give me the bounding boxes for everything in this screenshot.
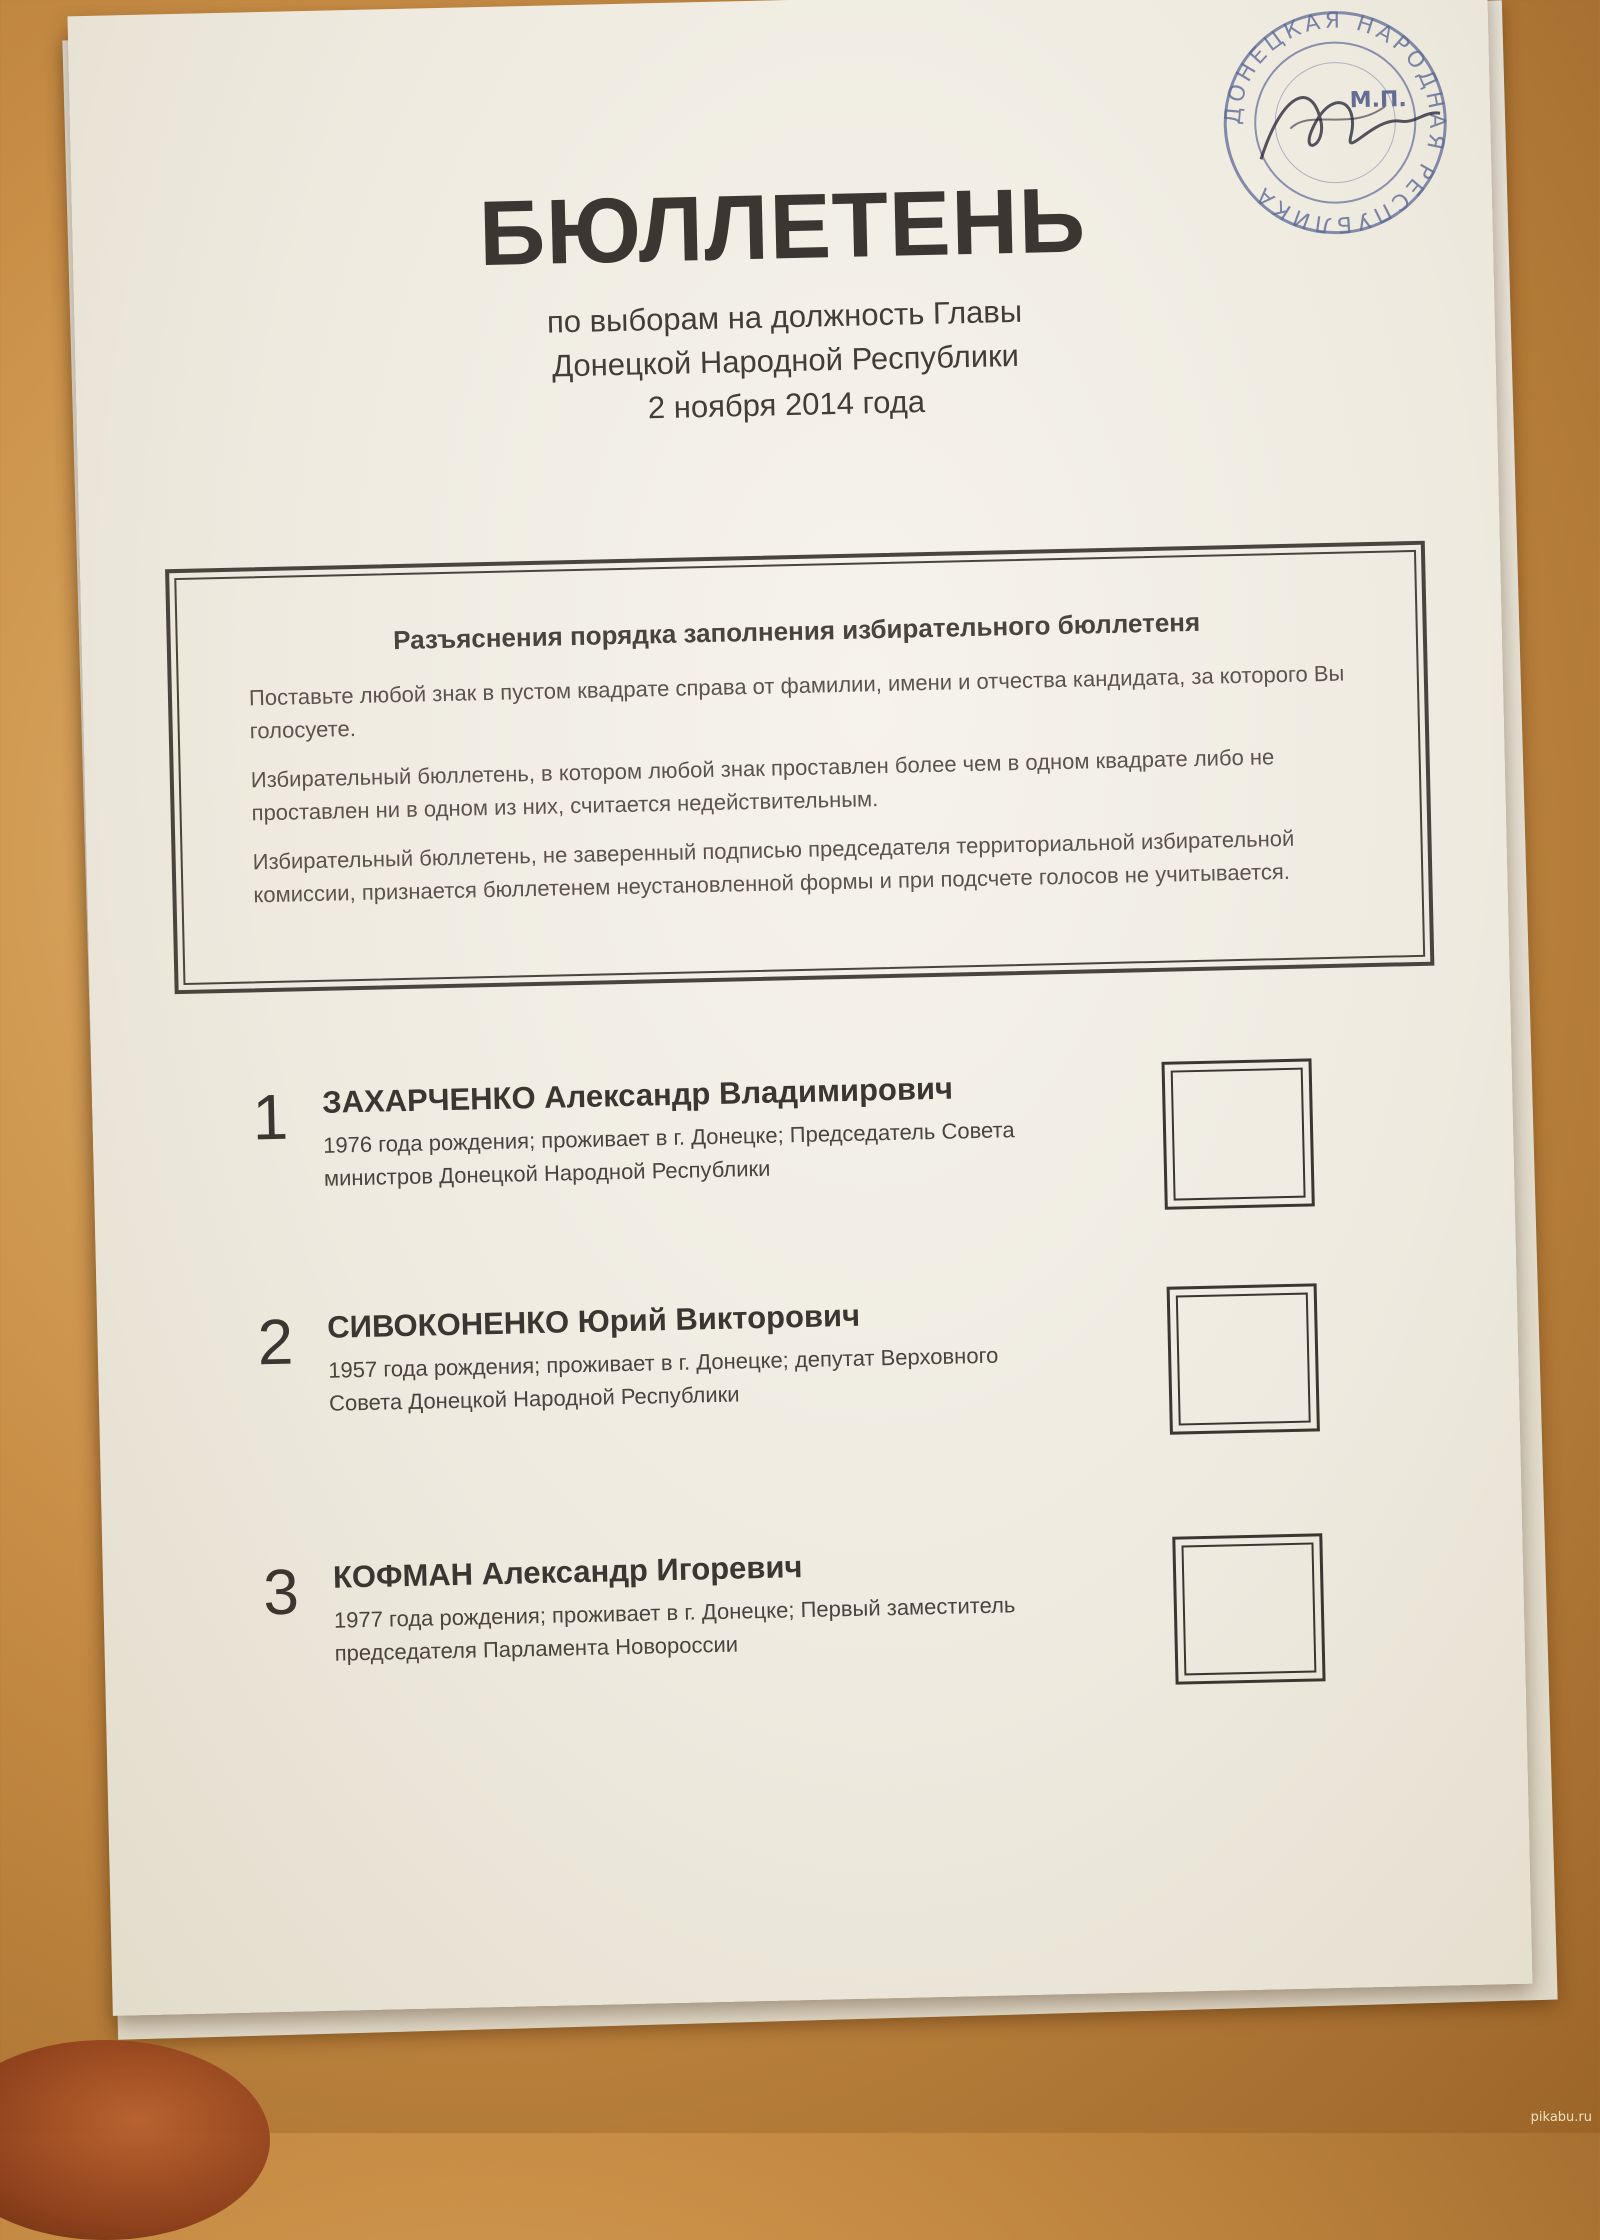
- instructions-box: [165, 541, 1434, 994]
- candidate-number: 2: [256, 1305, 295, 1379]
- candidate-description: 1957 года рождения; проживает в г. Донецке; депутат Верховного Совета Донецкой Народной Республики: [327, 1342, 999, 1416]
- ballot-title: БЮЛЛЕТЕНЬ: [477, 169, 1088, 286]
- stamp-mark: М.П.: [1349, 87, 1408, 114]
- ballot-sheet: [67, 0, 1532, 2016]
- finger-thumb: [0, 2040, 270, 2240]
- vote-checkbox-inner: [1176, 1293, 1311, 1426]
- vote-checkbox-inner: [1171, 1068, 1306, 1201]
- candidate-description: 1977 года рождения; проживает в г. Донецке; Первый заместитель председателя Парламента Новороссии: [333, 1592, 1016, 1666]
- instruction-paragraph: Поставьте любой знак в пустом квадрате справа от фамилии, имени и отчества кандидата, за которого Вы голосуете.: [248, 660, 1345, 744]
- vote-checkbox-1[interactable]: [1161, 1058, 1314, 1209]
- vote-checkbox-2[interactable]: [1167, 1283, 1320, 1434]
- ballot-subtitle: [74, 279, 1497, 443]
- candidate-name: ЗАХАРЧЕНКО Александр Владимирович: [321, 1070, 954, 1120]
- site-watermark: pikabu.ru: [1530, 2110, 1592, 2125]
- subtitle-line: 2 ноября 2014 года: [647, 384, 926, 426]
- candidate-row-3: [263, 1531, 1446, 1718]
- candidate-number: 1: [251, 1080, 289, 1154]
- subtitle-line: Донецкой Народной Республики: [551, 337, 1020, 384]
- candidate-name: КОФМАН Александр Игоревич: [332, 1549, 803, 1595]
- candidate-description: 1976 года рождения; проживает в г. Донецке; Председатель Совета министров Донецкой Народной Республики: [322, 1117, 1015, 1191]
- instructions-inner-frame: [174, 550, 1425, 985]
- instructions-heading: Разъяснения порядка заполнения избирательного бюллетеня: [392, 606, 1201, 656]
- candidate-row-2: [257, 1281, 1440, 1468]
- instruction-paragraph: Избирательный бюллетень, не заверенный подписью председателя территориальной избирательной комиссии, признается бюллетенем неустановленной формы и при подсчете голосов не учитывается.: [252, 825, 1295, 908]
- instruction-paragraph: Избирательный бюллетень, в котором любой знак проставлен более чем в одном квадрате либо не проставлен ни в одном из них, считается недействительным.: [250, 744, 1275, 826]
- subtitle-line: по выборам на должность Главы: [546, 293, 1023, 340]
- candidate-number: 3: [262, 1555, 300, 1629]
- candidate-row-1: [252, 1056, 1435, 1243]
- stamp-ring-text: ДОНЕЦКАЯ НАРОДНАЯ РЕСПУБЛИКА: [1220, 8, 1450, 238]
- vote-checkbox-inner: [1181, 1542, 1316, 1675]
- vote-checkbox-3[interactable]: [1172, 1533, 1325, 1684]
- candidate-name: СИВОКОНЕНКО Юрий Викторович: [326, 1297, 861, 1345]
